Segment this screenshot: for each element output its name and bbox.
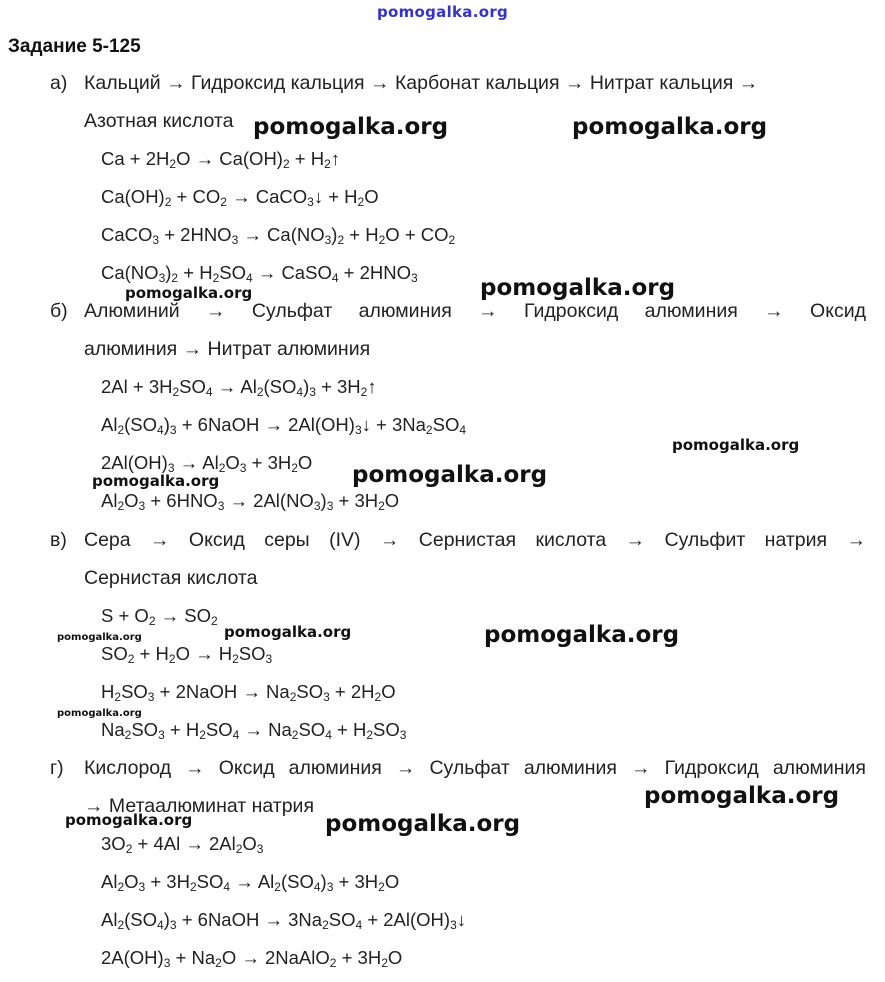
equation-a-1: $Ca + 2H_2O \to Ca(OH)_2$ + $H_2↑$: [101, 148, 341, 171]
section-label-a: а): [50, 72, 68, 94]
watermark: pomogalka.org: [672, 436, 800, 454]
equation-a-2: $Ca(OH)_2 + CO_2$ → CaCO$_3$↓ + $H_2O$: [101, 186, 379, 209]
section-label-b: б): [50, 300, 68, 322]
equation-b-3: $2Al(OH)_3 \to Al_2O_3 + 3H_2O$: [101, 452, 313, 475]
section-label-v: в): [50, 529, 67, 551]
chain-b-line1: Алюминий → Сульфат алюминия → Гидроксид алюминия → Оксид: [84, 300, 866, 322]
watermark: pomogalka.org: [224, 623, 352, 641]
equation-g-1: $3O_2 + 4Al \to 2Al_2O_3$: [101, 833, 264, 856]
equation-b-4: $Al_2O_3 + 6HNO_3 \to 2Al(NO_3)_3 + 3H_2O$: [101, 490, 400, 513]
watermark: pomogalka.org: [572, 114, 768, 140]
watermark: pomogalka.org: [352, 462, 548, 488]
equation-g-3: $Al_2(SO_4)_3$ + 6NaOH → $3Na_2SO_4$ + $2Al(OH)_3↓$: [101, 909, 467, 932]
chain-a-line1: Кальций → Гидроксид кальция → Карбонат кальция → Нитрат кальция →: [84, 72, 759, 94]
chain-g-line2: → Метаалюминат натрия: [84, 795, 315, 817]
chain-b-line2: алюминия → Нитрат алюминия: [84, 338, 371, 360]
watermark: pomogalka.org: [57, 632, 142, 643]
watermark: pomogalka.org: [480, 275, 676, 301]
equation-v-1: $S + O_2 \to SO_2$: [101, 605, 218, 628]
watermark: pomogalka.org: [644, 783, 840, 809]
equation-v-2: $SO_2 + H_2O \to H_2SO_3$: [101, 643, 273, 666]
equation-v-4: $Na_2SO_3 + H_2SO_4 \to Na_2SO_4 + H_2SO_3$: [101, 719, 407, 742]
equation-b-1: $2Al + 3H_2SO_4 \to Al_2(SO_4)_3$ + $3H_2↑$: [101, 376, 377, 399]
watermark: pomogalka.org: [65, 811, 193, 829]
equation-a-3: CaCO$_3$ + $2HNO_3 \to Ca(NO_3)_2 + H_2O + CO_2$: [101, 224, 456, 247]
chain-v-line1: Сера → Оксид серы (IV) → Сернистая кислота → Сульфит натрия →: [84, 529, 866, 551]
equation-v-3: $H_2SO_3$ + 2NaOH → $Na_2SO_3 + 2H_2O$: [101, 681, 396, 704]
watermark: pomogalka.org: [484, 622, 680, 648]
page-title: Задание 5-125: [8, 36, 141, 57]
equation-a-4: $Ca(NO_3)_2 + H_2SO_4$ → CaSO$_4$ + $2HNO_3$: [101, 262, 418, 285]
chain-a-line2: Азотная кислота: [84, 110, 234, 132]
watermark: pomogalka.org: [125, 284, 253, 302]
section-label-g: г): [50, 757, 64, 779]
equation-g-2: $Al_2O_3 + 3H_2SO_4 \to Al_2(SO_4)_3 + 3H_2O$: [101, 871, 400, 894]
site-header-watermark: pomogalka.org: [376, 3, 509, 21]
watermark: pomogalka.org: [253, 114, 449, 140]
watermark: pomogalka.org: [92, 472, 220, 490]
chain-g-line1: Кислород → Оксид алюминия → Сульфат алюминия → Гидроксид алюминия: [84, 757, 866, 779]
watermark: pomogalka.org: [325, 811, 521, 837]
equation-b-2: $Al_2(SO_4)_3$ + 6NaOH → $2Al(OH)_3↓ + 3Na_2SO_4$: [101, 414, 467, 437]
watermark: pomogalka.org: [57, 708, 142, 719]
equation-g-4: $2A(OH)_3 + Na_2O$ → 2NaAlO$_2$ + $3H_2O$: [101, 947, 403, 970]
chain-v-line2: Сернистая кислота: [84, 567, 258, 589]
